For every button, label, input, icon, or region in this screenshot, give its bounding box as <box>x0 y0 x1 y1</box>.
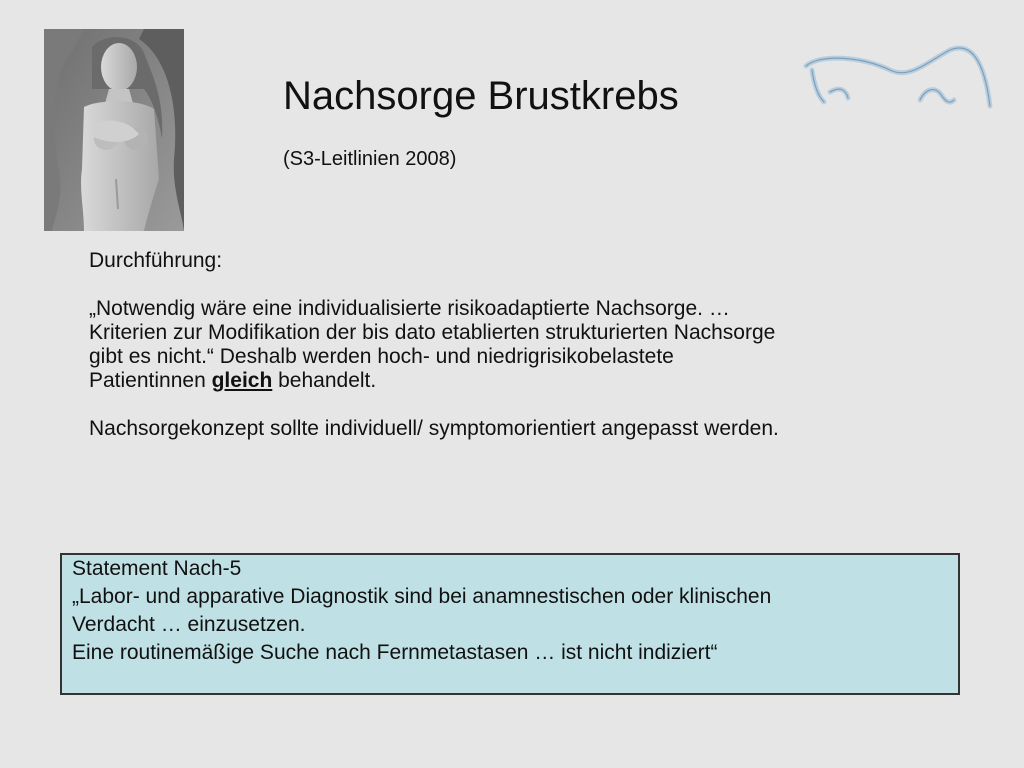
quote-last-line-start: Patientinnen <box>89 369 212 392</box>
conclusion-text: Nachsorgekonzept sollte individuell/ symptomorientiert angepasst werden. <box>89 417 779 440</box>
quote-line: Kriterien zur Modifikation der bis dato etablierten strukturierten Nachsorge <box>89 321 776 344</box>
venus-portrait-image <box>44 29 184 231</box>
quote-line: „Notwendig wäre eine individualisierte risikoadaptierte Nachsorge. … <box>89 297 730 320</box>
slide-subtitle: (S3-Leitlinien 2008) <box>283 148 457 170</box>
statement-line: Eine routinemäßige Suche nach Fernmetastasen … ist nicht indiziert“ <box>72 641 718 664</box>
quote-last-line-end: behandelt. <box>272 369 377 392</box>
content-heading: Durchführung: <box>89 249 223 272</box>
emphasis-gleich: gleich <box>211 369 273 392</box>
content-block <box>89 249 969 441</box>
statement-title: Statement Nach-5 <box>72 557 242 580</box>
statement-line: Verdacht … einzusetzen. <box>72 613 306 636</box>
statement-line: „Labor- und apparative Diagnostik sind bei anamnestischen oder klinischen <box>72 585 772 608</box>
quote-line: gibt es nicht.“ Deshalb werden hoch- und niedrigrisikobelastete <box>89 345 674 368</box>
quote-last-line <box>89 369 969 393</box>
statement-box <box>60 553 960 695</box>
slide-title: Nachsorge Brustkrebs <box>283 74 679 118</box>
reclining-figure-outline-logo <box>800 40 996 112</box>
